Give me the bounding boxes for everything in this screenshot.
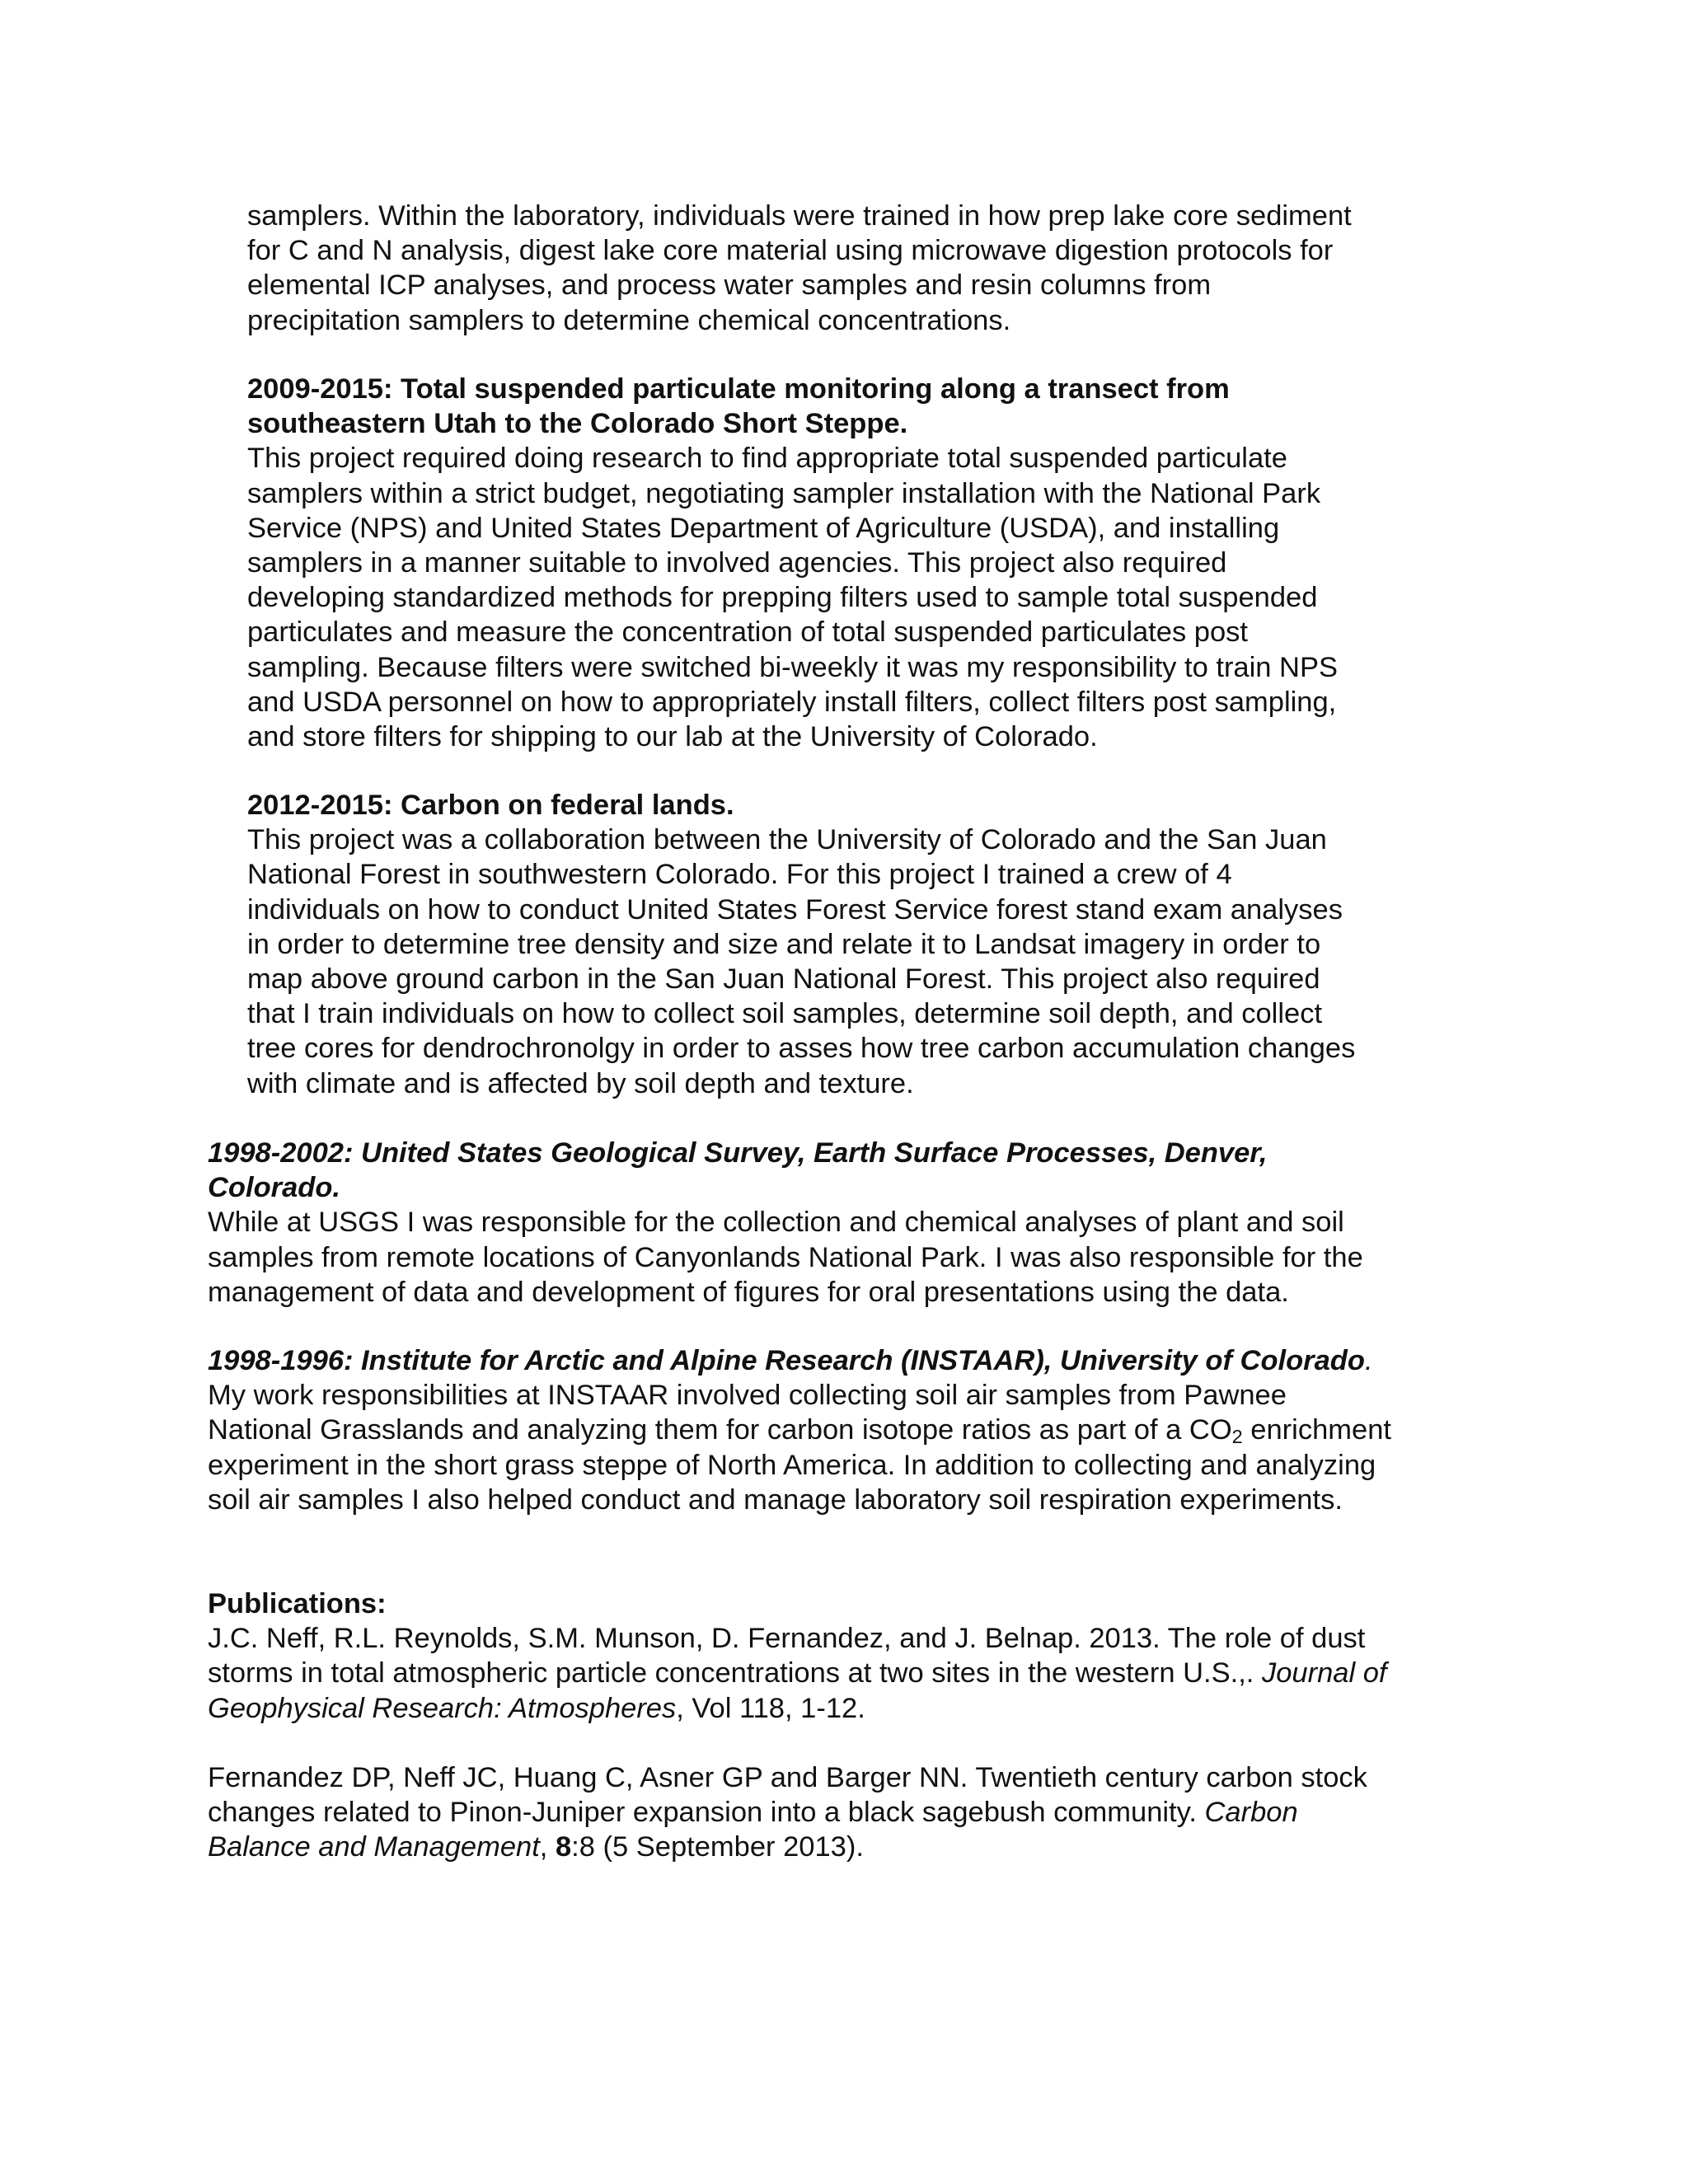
publication-2-line — [208, 1830, 1493, 1864]
usgs-heading: 1998-2002: United States Geological Survey, Earth Surface Processes, Denver, — [208, 1137, 1268, 1169]
text-segment: enrichment — [1242, 1414, 1391, 1446]
text-line: This project required doing research to find appropriate total suspended particulate — [247, 443, 1287, 475]
text-line: for C and N analysis, digest lake core material using microwave digestion protocols for — [247, 235, 1334, 267]
project-tsp-heading: 2009-2015: Total suspended particulate monitoring along a transect from — [247, 373, 1230, 405]
text-line: tree cores for dendrochronolgy in order to asses how tree carbon accumulation changes — [247, 1033, 1356, 1065]
text-line: This project was a collaboration between the University of Colorado and the San Juan — [247, 824, 1327, 856]
instaar-heading — [208, 1343, 1493, 1378]
project-carbon-heading: 2012-2015: Carbon on federal lands. — [247, 790, 734, 821]
text-line: samplers. Within the laboratory, individuals were trained in how prep lake core sediment — [247, 200, 1352, 232]
text-line: elemental ICP analyses, and process water samples and resin columns from — [247, 269, 1212, 302]
text-segment: storms in total atmospheric particle concentrations at two sites in the western U.S.,. — [208, 1657, 1262, 1690]
text-line: experiment in the short grass steppe of North America. In addition to collecting and analyzing — [208, 1449, 1376, 1481]
text-line: developing standardized methods for prepping filters used to sample total suspended — [247, 582, 1318, 614]
text-segment: National Grasslands and analyzing them for carbon isotope ratios as part of a CO — [208, 1414, 1232, 1446]
text-line: and store filters for shipping to our lab at the University of Colorado. — [247, 721, 1098, 753]
instaar-heading-period: . — [1364, 1345, 1373, 1376]
volume-number: 8 — [555, 1831, 572, 1863]
publication-2 — [208, 1760, 1493, 1865]
text-line — [208, 1413, 1493, 1447]
text-line: management of data and development of figures for oral presentations using the data. — [208, 1276, 1289, 1308]
publication-1-line — [208, 1691, 1493, 1726]
text-line: individuals on how to conduct United States Forest Service forest stand exam analyses — [247, 893, 1343, 926]
journal-name: Geophysical Research: Atmospheres — [208, 1692, 677, 1724]
text-segment: , Vol 118, 1-12. — [676, 1692, 865, 1724]
text-line: in order to determine tree density and size and relate it to Landsat imagery in order to — [247, 928, 1321, 960]
co2-subscript: 2 — [1231, 1426, 1243, 1448]
text-line: particulates and measure the concentration of total suspended particulates post — [247, 616, 1249, 649]
text-line: National Forest in southwestern Colorado. For this project I trained a crew of 4 — [247, 859, 1232, 891]
intro-paragraph — [247, 199, 1467, 338]
text-segment: :8 (5 September 2013). — [571, 1831, 864, 1863]
usgs-section — [208, 1136, 1493, 1310]
text-segment: changes related to Pinon-Juniper expansion into a black sagebush community. — [208, 1797, 1205, 1829]
publications-section — [208, 1586, 1493, 1726]
text-line: samples from remote locations of Canyonlands National Park. I was also responsible for the — [208, 1241, 1363, 1273]
text-line: map above ground carbon in the San Juan National Forest. This project also required — [247, 963, 1320, 996]
usgs-heading: Colorado. — [208, 1172, 340, 1204]
project-tsp-section — [247, 372, 1467, 754]
journal-name: Journal of — [1261, 1657, 1387, 1690]
publication-2-line: Fernandez DP, Neff JC, Huang C, Asner GP and Barger NN. Twentieth century carbon stock — [208, 1762, 1367, 1793]
publications-heading: Publications: — [208, 1588, 387, 1619]
instaar-section — [208, 1343, 1493, 1517]
publication-2-line — [208, 1795, 1493, 1830]
text-line: with climate and is affected by soil depth and texture. — [247, 1067, 914, 1099]
publication-1-line — [208, 1656, 1493, 1690]
text-line: soil air samples I also helped conduct and manage laboratory soil respiration experiments. — [208, 1483, 1343, 1516]
text-line: sampling. Because filters were switched bi-weekly it was my responsibility to train NPS — [247, 651, 1338, 683]
text-line: precipitation samplers to determine chemical concentrations. — [247, 304, 1011, 336]
text-line: samplers in a manner suitable to involved agencies. This project also required — [247, 547, 1227, 579]
text-line: samplers within a strict budget, negotiating sampler installation with the National Park — [247, 477, 1321, 509]
instaar-heading-text: 1998-1996: Institute for Arctic and Alpine Research (INSTAAR), University of Colorado — [208, 1345, 1365, 1376]
text-line: While at USGS I was responsible for the collection and chemical analyses of plant and soil — [208, 1207, 1344, 1239]
publication-1-line: J.C. Neff, R.L. Reynolds, S.M. Munson, D. Fernandez, and J. Belnap. 2013. The role of dust — [208, 1623, 1366, 1655]
project-carbon-section — [247, 788, 1467, 1101]
text-line: that I train individuals on how to collect soil samples, determine soil depth, and collect — [247, 998, 1323, 1030]
journal-name: Carbon — [1204, 1797, 1298, 1829]
text-line: and USDA personnel on how to appropriately install filters, collect filters post sampling, — [247, 686, 1337, 718]
text-line: My work responsibilities at INSTAAR involved collecting soil air samples from Pawnee — [208, 1380, 1287, 1412]
journal-name: Balance and Management — [208, 1831, 540, 1863]
text-line: Service (NPS) and United States Department of Agriculture (USDA), and installing — [247, 512, 1280, 544]
project-tsp-heading: southeastern Utah to the Colorado Short Steppe. — [247, 408, 908, 440]
text-segment: , — [539, 1831, 556, 1863]
